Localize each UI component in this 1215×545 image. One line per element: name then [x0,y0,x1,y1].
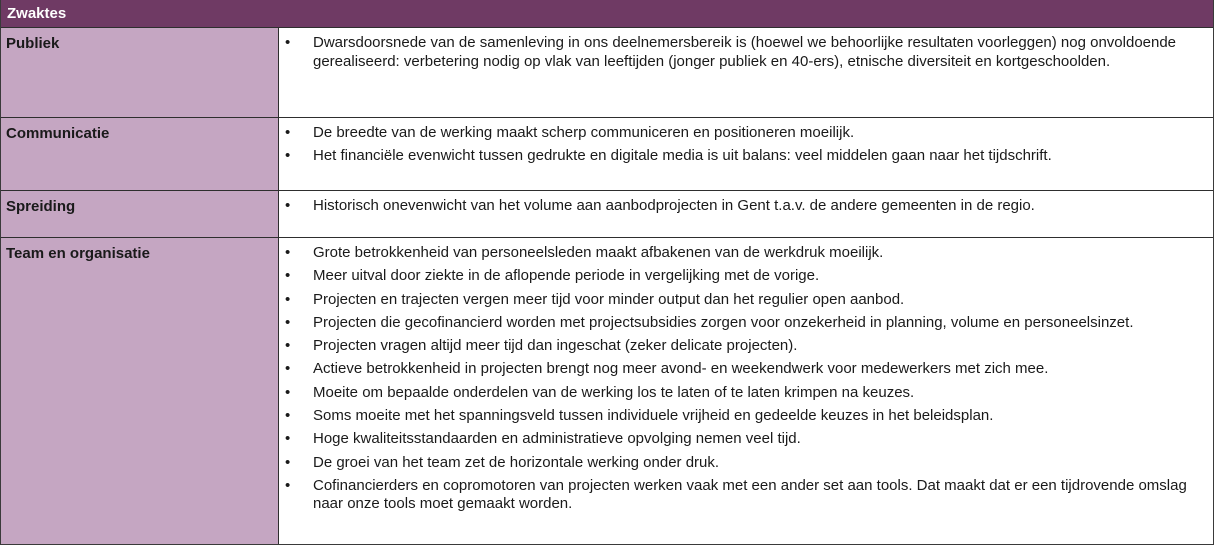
bullet-list [279,34,1205,71]
bullet-list [279,197,1205,216]
list-item: • Moeite om bepaalde onderdelen van de werking los te laten of te laten krimpen na keuzes. [279,384,1205,403]
list-item: • Het financiële evenwicht tussen gedrukte en digitale media is uit balans: veel middelen gaan naar het tijdschrift. [279,147,1205,166]
table-row-team-en-organisatie [1,238,1213,544]
row-label: Spreiding [1,191,279,237]
table-row-communicatie [1,118,1213,191]
table-header: Zwaktes [1,0,1213,28]
table-row-spreiding [1,191,1213,238]
list-item: • De groei van het team zet de horizontale werking onder druk. [279,454,1205,473]
list-item: • Projecten vragen altijd meer tijd dan ingeschat (zeker delicate projecten). [279,337,1205,356]
list-item: • Projecten die gecofinancierd worden met projectsubsidies zorgen voor onzekerheid in planning, volume en personeelsinzet. [279,314,1205,333]
row-content [279,28,1213,117]
list-item: • Grote betrokkenheid van personeelsleden maakt afbakenen van de werkdruk moeilijk. [279,244,1205,263]
list-item: • Hoge kwaliteitsstandaarden en administratieve opvolging nemen veel tijd. [279,430,1205,449]
list-item: • Meer uitval door ziekte in de aflopende periode in vergelijking met de vorige. [279,267,1205,286]
bullet-list [279,124,1205,166]
list-item: • Dwarsdoorsnede van de samenleving in ons deelnemersbereik is (hoewel we behoorlijke resultaten voorleggen) nog onvoldoende gerealiseerd: verbetering nodig op vlak van leeftijden (jonger publiek en 40-ers), etnische diversiteit en kortgeschoolden. [279,34,1205,71]
row-content [279,238,1213,544]
list-item: • De breedte van de werking maakt scherp communiceren en positioneren moeilijk. [279,124,1205,143]
row-label: Communicatie [1,118,279,190]
row-content [279,191,1213,237]
row-label: Team en organisatie [1,238,279,544]
table-row-publiek [1,28,1213,118]
row-label: Publiek [1,28,279,117]
list-item: • Actieve betrokkenheid in projecten brengt nog meer avond- en weekendwerk voor medewerkers met zich mee. [279,360,1205,379]
bullet-list [279,244,1205,514]
list-item: • Historisch onevenwicht van het volume aan aanbodprojecten in Gent t.a.v. de andere gemeenten in de regio. [279,197,1205,216]
row-content [279,118,1213,190]
list-item: • Cofinancierders en copromotoren van projecten werken vaak met een ander set aan tools. Dat maakt dat er een tijdrovende omslag naar onze tools moet gemaakt worden. [279,477,1205,514]
list-item: • Soms moeite met het spanningsveld tussen individuele vrijheid en gedeelde keuzes in het beleidsplan. [279,407,1205,426]
list-item: • Projecten en trajecten vergen meer tijd voor minder output dan het regulier open aanbod. [279,291,1205,310]
